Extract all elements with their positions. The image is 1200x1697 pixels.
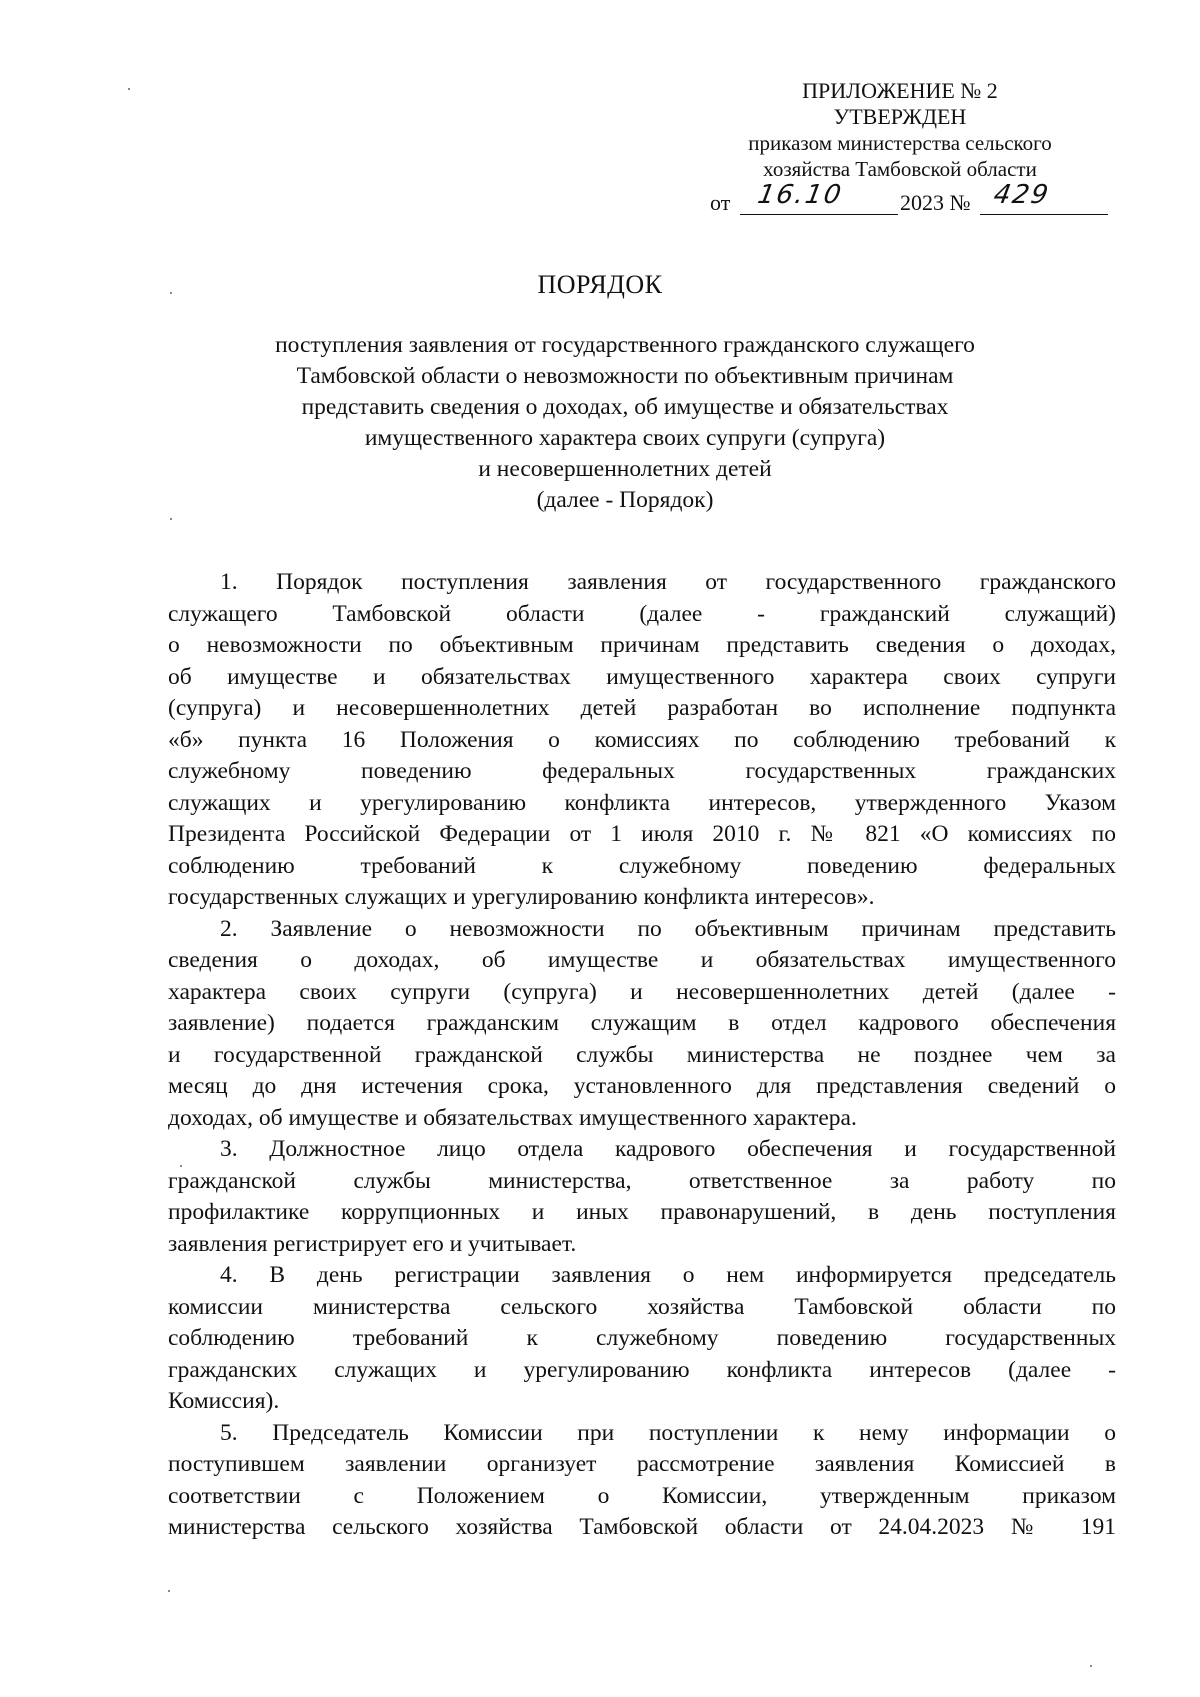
subtitle-line: и несовершеннолетних детей xyxy=(478,456,772,482)
date-prefix: от xyxy=(710,190,731,215)
paragraph-3-line: 3. Должностное лицо отдела кадрового обеспечения и государственной xyxy=(220,1136,1116,1162)
order-line-1: приказом министерства сельского xyxy=(748,131,1052,155)
scan-speck xyxy=(168,1590,170,1592)
paragraph-2-line: сведения о доходах, об имуществе и обязательствах имущественного xyxy=(168,947,1116,973)
handwritten-number: 429 xyxy=(991,180,1053,210)
subtitle-line: Тамбовской области о невозможности по объективным причинам xyxy=(296,363,954,389)
paragraph-3-line: гражданской службы министерства, ответственное за работу по xyxy=(168,1167,1116,1194)
paragraph-1-line: «б» пункта 16 Положения о комиссиях по соблюдению требований к xyxy=(168,726,1116,753)
scan-speck xyxy=(1090,1665,1092,1667)
paragraph-1-line: (супруга) и несовершеннолетних детей разработан во исполнение подпункта xyxy=(168,695,1116,721)
paragraph-4-line: гражданских служащих и урегулированию конфликта интересов (далее - xyxy=(168,1356,1116,1383)
paragraph-1-line: о невозможности по объективным причинам представить сведения о доходах, xyxy=(168,632,1116,658)
appendix-number: ПРИЛОЖЕНИЕ № 2 xyxy=(802,78,998,103)
paragraph-2-line: месяц до дня истечения срока, установленного для представления сведений о xyxy=(168,1073,1116,1099)
document-title: ПОРЯДОК xyxy=(537,270,663,299)
paragraph-5-line: министерства сельского хозяйства Тамбовской области от 24.04.2023 № 191 xyxy=(168,1514,1116,1540)
subtitle-line: (далее - Порядок) xyxy=(536,487,714,513)
subtitle-line: поступления заявления от государственного гражданского служащего xyxy=(275,332,975,358)
scan-speck xyxy=(170,292,172,294)
paragraph-3-line: заявления регистрирует его и учитывает. xyxy=(168,1230,577,1257)
subtitle-line: представить сведения о доходах, об имуществе и обязательствах xyxy=(301,394,949,420)
order-line-2: хозяйства Тамбовской области xyxy=(763,157,1037,181)
approved-label: УТВЕРЖДЕН xyxy=(833,104,967,129)
paragraph-1-line: соблюдению требований к служебному поведению федеральных xyxy=(168,852,1116,879)
paragraph-1-line: об имуществе и обязательствах имущественного характера своих супруги xyxy=(168,663,1116,690)
scan-speck xyxy=(180,1165,182,1167)
paragraph-2-line: заявление) подается гражданским служащим в отдел кадрового обеспечения xyxy=(168,1010,1116,1036)
year-label: 2023 № xyxy=(900,190,971,215)
paragraph-2-line: и государственной гражданской службы министерства не позднее чем за xyxy=(168,1041,1116,1068)
paragraph-1-line: служебному поведению федеральных государственных гражданских xyxy=(168,758,1116,784)
appendix-header xyxy=(690,78,1110,182)
paragraph-4-line: 4. В день регистрации заявления о нем информируется председатель xyxy=(220,1262,1116,1288)
paragraph-1-line: служащего Тамбовской области (далее - гражданский служащий) xyxy=(168,600,1116,627)
subtitle-line: имущественного характера своих супруги (супруга) xyxy=(364,425,886,451)
paragraph-2-line: доходах, об имуществе и обязательствах имущественного характера. xyxy=(168,1104,857,1131)
paragraph-4-line: Комиссия). xyxy=(168,1388,280,1414)
document-body xyxy=(168,567,1116,1544)
paragraph-5-line: поступившем заявлении организует рассмотрение заявления Комиссией в xyxy=(168,1451,1116,1477)
scan-speck xyxy=(170,518,172,520)
paragraph-2-line: характера своих супруги (супруга) и несовершеннолетних детей (далее - xyxy=(168,978,1116,1005)
paragraph-4-line: комиссии министерства сельского хозяйства Тамбовской области по xyxy=(168,1293,1116,1320)
paragraph-4-line: соблюдению требований к служебному поведению государственных xyxy=(168,1325,1116,1351)
handwritten-date: 16.10 xyxy=(755,180,846,210)
paragraph-1-line: служащих и урегулированию конфликта интересов, утвержденного Указом xyxy=(168,789,1116,816)
paragraph-1-line: Президента Российской Федерации от 1 июля 2010 г. № 821 «О комиссиях по xyxy=(168,821,1116,847)
paragraph-3-line: профилактике коррупционных и иных правонарушений, в день поступления xyxy=(168,1199,1116,1225)
paragraph-5-line: соответствии с Положением о Комиссии, утвержденным приказом xyxy=(168,1482,1116,1509)
paragraph-1-line: 1. Порядок поступления заявления от государственного гражданского xyxy=(220,569,1116,595)
paragraph-2-line: 2. Заявление о невозможности по объективным причинам представить xyxy=(220,915,1116,942)
order-date-line xyxy=(710,180,1110,218)
paragraph-5-line: 5. Председатель Комиссии при поступлении к нему информации о xyxy=(220,1419,1116,1446)
scan-speck xyxy=(128,88,130,90)
paragraph-1-line: государственных служащих и урегулированию конфликта интересов». xyxy=(168,884,875,910)
document-subtitle xyxy=(190,330,1060,516)
